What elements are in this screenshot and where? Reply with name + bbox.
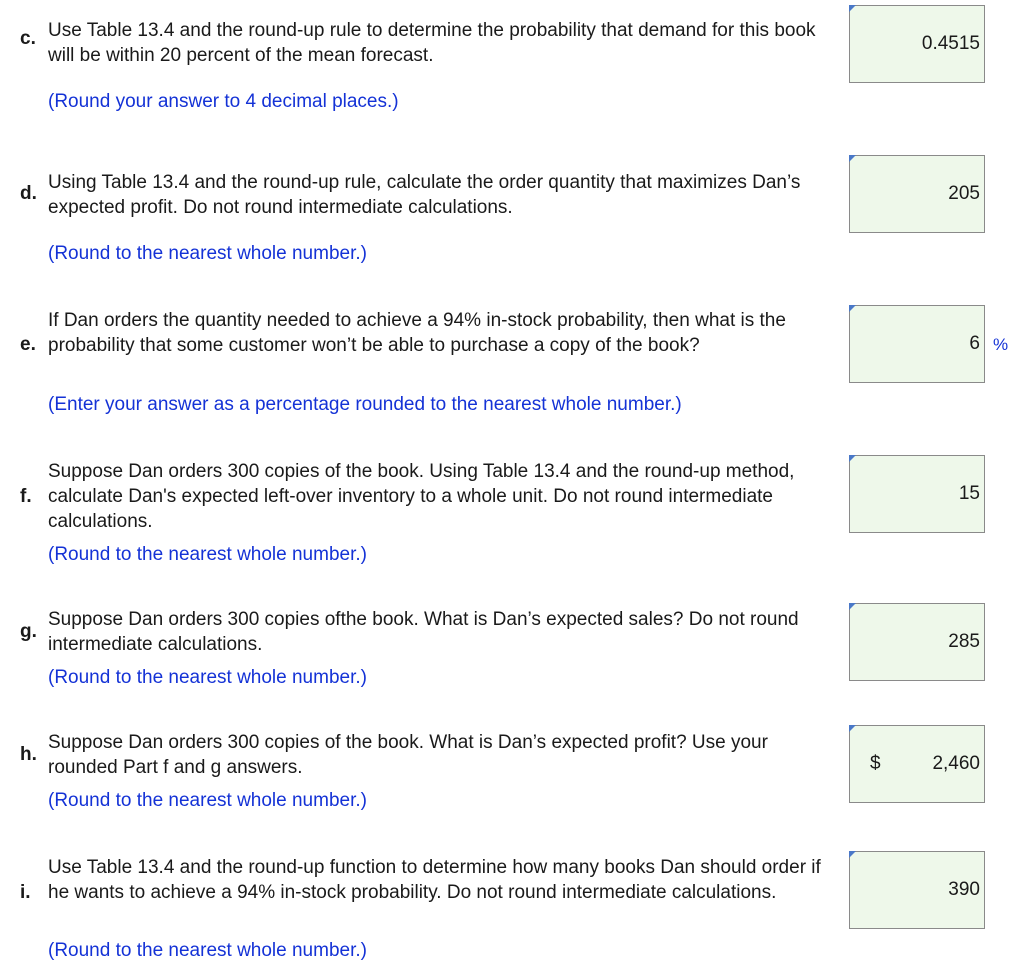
answer-input[interactable] [849, 305, 985, 383]
question-hint: (Round to the nearest whole number.) [48, 940, 367, 961]
answer-marker-icon [849, 603, 856, 610]
answer-marker-icon [849, 5, 856, 12]
answer-input[interactable] [849, 155, 985, 233]
question-text: Suppose Dan orders 300 copies of the book. What is Dan’s expected profit? Use your rounded Part f and g answers. [48, 732, 768, 778]
question-text: Use Table 13.4 and the round-up rule to determine the probability that demand for this book will be within 20 percent of the mean forecast. [48, 20, 816, 66]
question-text: If Dan orders the quantity needed to achieve a 94% in-stock probability, then what is the probability that some customer won’t be able to purchase a copy of the book? [48, 310, 786, 356]
answer-marker-icon [849, 725, 856, 732]
question-letter: h. [20, 744, 37, 765]
answer-value: 2,460 [932, 753, 980, 774]
answer-value: 205 [948, 183, 980, 204]
question-text: Suppose Dan orders 300 copies ofthe book. What is Dan’s expected sales? Do not round intermediate calculations. [48, 609, 799, 655]
question-letter: g. [20, 621, 37, 642]
answer-input[interactable] [849, 725, 985, 803]
answer-marker-icon [849, 455, 856, 462]
answer-value: 6 [969, 333, 980, 354]
answer-input[interactable] [849, 603, 985, 681]
answer-marker-icon [849, 155, 856, 162]
answer-marker-icon [849, 305, 856, 312]
answer-marker-icon [849, 851, 856, 858]
question-letter: i. [20, 882, 31, 903]
question-letter: e. [20, 334, 36, 355]
answer-input[interactable] [849, 851, 985, 929]
question-text: Use Table 13.4 and the round-up function to determine how many books Dan should order if he wants to achieve a 94% in-stock probability. Do not round intermediate calculations. [48, 857, 821, 903]
answer-input[interactable] [849, 5, 985, 83]
question-hint: (Round to the nearest whole number.) [48, 667, 367, 688]
dollar-sign: $ [870, 753, 881, 774]
question-text: Using Table 13.4 and the round-up rule, calculate the order quantity that maximizes Dan’s expected profit. Do not round intermediate calculations. [48, 172, 801, 218]
question-hint: (Round to the nearest whole number.) [48, 243, 367, 264]
answer-value: 15 [958, 483, 980, 504]
question-hint: (Enter your answer as a percentage rounded to the nearest whole number.) [48, 394, 682, 415]
question-hint: (Round to the nearest whole number.) [48, 544, 367, 565]
question-text: Suppose Dan orders 300 copies of the book. Using Table 13.4 and the round-up method, calculate Dan's expected left-over inventory to a whole unit. Do not round intermediate calculations. [48, 461, 795, 532]
answer-value: 390 [948, 879, 980, 900]
percent-unit: % [993, 335, 1009, 354]
question-letter: c. [20, 28, 36, 49]
answer-value: 285 [948, 631, 980, 652]
question-hint: (Round your answer to 4 decimal places.) [48, 91, 399, 112]
answer-input[interactable] [849, 455, 985, 533]
answer-value: 0.4515 [921, 33, 980, 54]
question-letter: d. [20, 183, 37, 204]
question-letter: f. [20, 486, 32, 507]
question-hint: (Round to the nearest whole number.) [48, 790, 367, 811]
